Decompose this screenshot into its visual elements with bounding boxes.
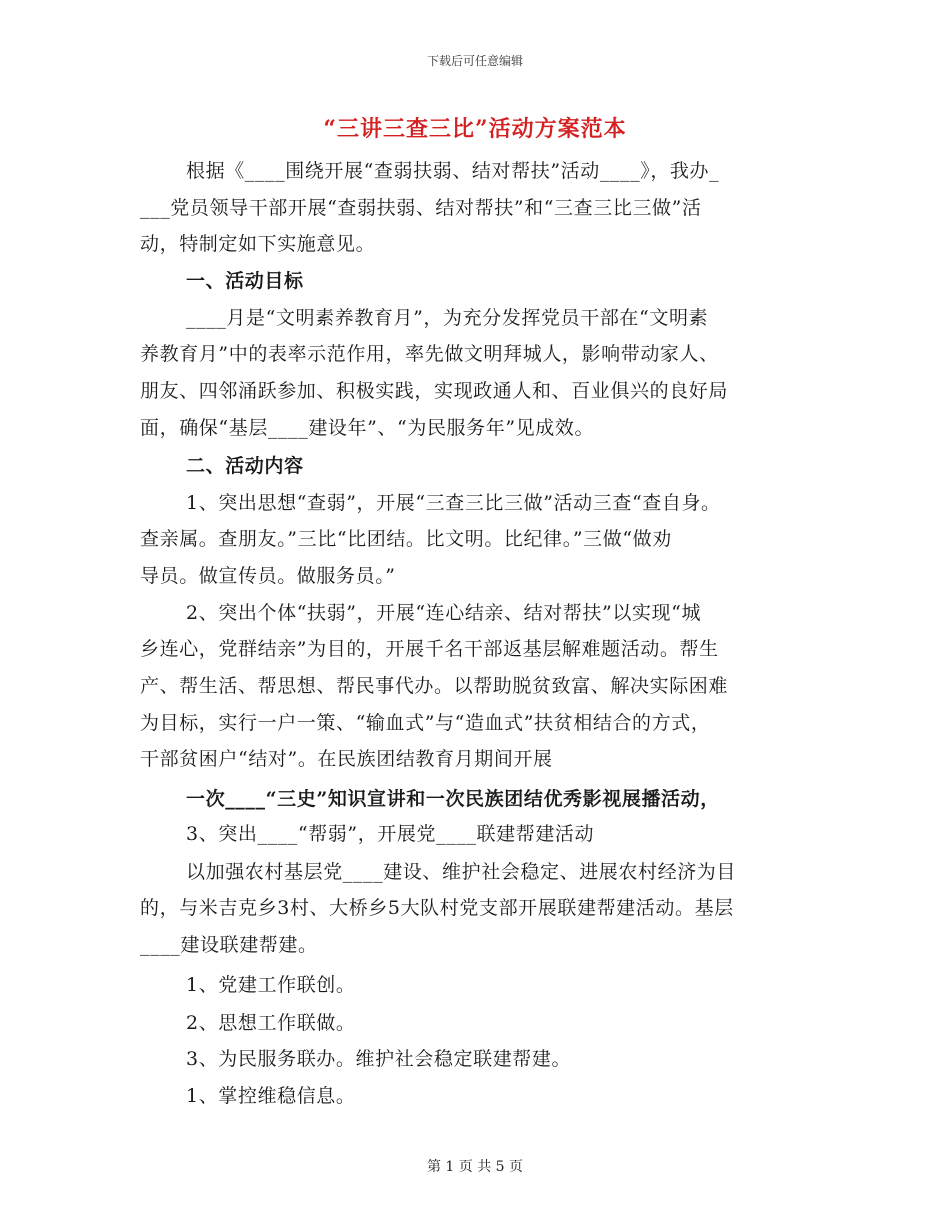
body-line: 养教育月”中的表率示范作用，率先做文明拜城人，影响带动家人、 xyxy=(140,343,719,365)
list-item: 1、党建工作联创。 xyxy=(186,974,356,996)
body-line: 1、突出思想“查弱”，开展“三查三比三做”活动三查“查自身。 xyxy=(186,492,721,514)
body-line: ____建设联建帮建。 xyxy=(140,934,318,956)
body-line: 乡连心，党群结亲”为目的，开展千名干部返基层解难题活动。帮生 xyxy=(140,638,719,660)
body-line: 3、突出____“帮弱”，开展党____联建帮建活动 xyxy=(186,823,595,845)
body-line: 根据《____围绕开展“查弱扶弱、结对帮扶”活动____》，我办_ xyxy=(186,160,720,182)
document-title: “三讲三查三比”活动方案范本 xyxy=(323,116,627,142)
body-line-bold: 一次____“三史”知识宣讲和一次民族团结优秀影视展播活动， xyxy=(186,788,720,810)
page-header: 下载后可任意编辑 xyxy=(426,54,523,68)
body-line: 的，与米吉克乡3村、大桥乡5大队村党支部开展联建帮建活动。基层 xyxy=(140,897,734,919)
section-heading: 二、活动内容 xyxy=(186,455,304,477)
body-line: 干部贫困户“结对”。在民族团结教育月期间开展 xyxy=(140,748,553,770)
list-item: 1、掌控维稳信息。 xyxy=(186,1085,356,1107)
body-line: ____月是“文明素养教育月”，为充分发挥党员干部在“文明素 xyxy=(186,307,709,329)
body-line: 动，特制定如下实施意见。 xyxy=(140,233,376,255)
body-line: 以加强农村基层党____建设、维护社会稳定、进展农村经济为目 xyxy=(186,861,737,883)
body-line: ___党员领导干部开展“查弱扶弱、结对帮扶”和“三查三比三做”活 xyxy=(140,197,702,219)
body-line: 查亲属。查朋友。”三比“比团结。比文明。比纪律。”三做“做劝 xyxy=(140,528,672,550)
body-line: 面，确保“基层____建设年”、“为民服务年”见成效。 xyxy=(140,417,595,439)
body-line: 导员。做宣传员。做服务员。” xyxy=(140,565,396,587)
page-footer: 第 1 页 共 5 页 xyxy=(426,1159,524,1175)
body-line: 为目标，实行一户一策、“输血式”与“造血式”扶贫相结合的方式， xyxy=(140,712,711,734)
body-line: 朋友、四邻涌跃参加、积极实践，实现政通人和、百业俱兴的良好局 xyxy=(140,380,729,402)
section-heading: 一、活动目标 xyxy=(186,270,304,292)
list-item: 2、思想工作联做。 xyxy=(186,1012,356,1034)
body-line: 2、突出个体“扶弱”，开展“连心结亲、结对帮扶”以实现“城 xyxy=(186,602,702,624)
body-line: 产、帮生活、帮思想、帮民事代办。以帮助脱贫致富、解决实际困难 xyxy=(140,675,729,697)
list-item: 3、为民服务联办。维护社会稳定联建帮建。 xyxy=(186,1048,572,1070)
